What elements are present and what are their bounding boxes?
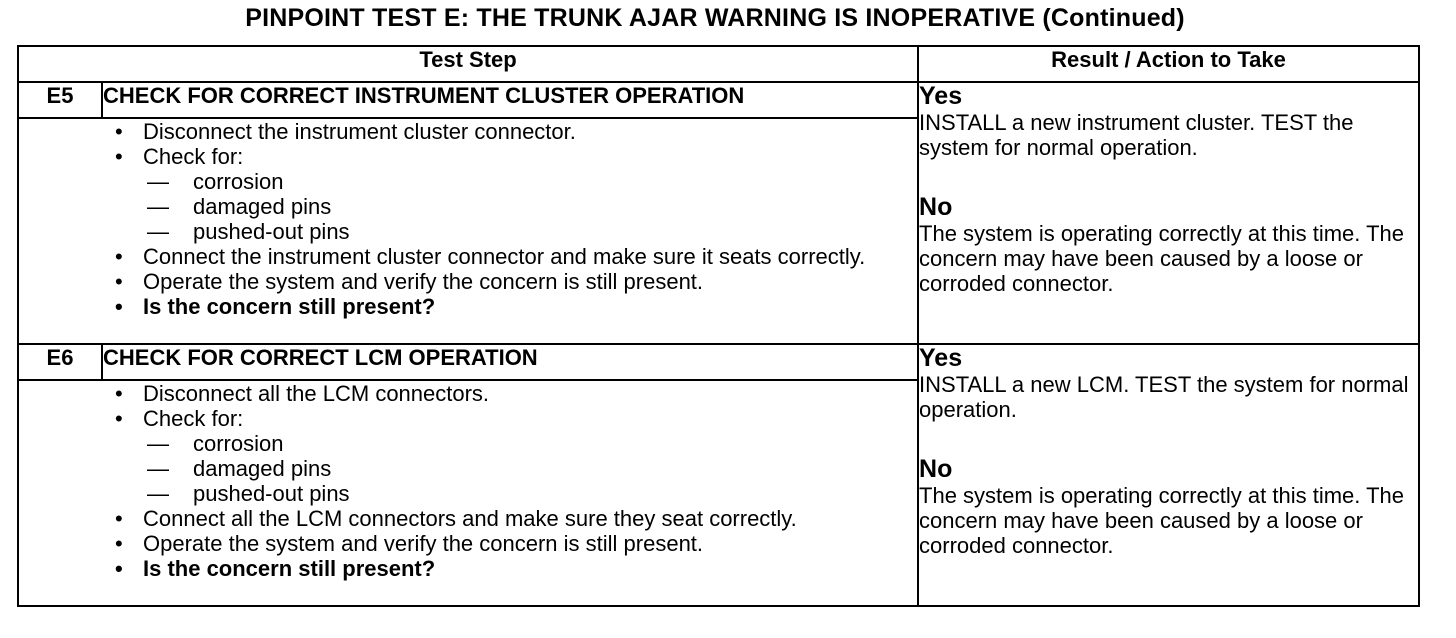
no-action: The system is operating correctly at this time. The concern may have been caused by a loose or corroded connector. [919,483,1405,558]
list-item: • Disconnect the instrument cluster connector. [115,119,576,144]
dash-icon: — [147,456,169,481]
dash-icon: — [147,169,169,194]
bullet-icon: • [115,531,123,556]
bullet-icon: • [115,556,123,581]
list-subitem: — damaged pins [147,194,332,219]
yes-action: INSTALL a new instrument cluster. TEST the system for normal operation. [919,110,1354,160]
step-title: CHECK FOR CORRECT LCM OPERATION [102,344,918,380]
result-yes [919,345,1418,422]
bullet-icon: • [115,406,123,431]
step-body [18,118,918,344]
result-cell [918,344,1419,606]
dash-icon: — [147,481,169,506]
page-title: PINPOINT TEST E: THE TRUNK AJAR WARNING IS INOPERATIVE (Continued) [245,4,1185,32]
result-no [919,456,1418,558]
list-subitem: — pushed-out pins [147,219,350,244]
dash-icon: — [147,219,169,244]
list-item: • Connect the instrument cluster connector and make sure it seats correctly. [115,244,866,269]
header-result-action: Result / Action to Take [918,46,1419,82]
list-item: • Check for: [115,144,244,169]
list-subitem: — corrosion [147,431,284,456]
list-item: • Operate the system and verify the concern is still present. [115,269,704,294]
step-title: CHECK FOR CORRECT INSTRUMENT CLUSTER OPERATION [102,82,918,118]
list-item: • Operate the system and verify the concern is still present. [115,531,704,556]
yes-label: Yes [919,82,963,110]
bullet-icon: • [115,506,123,531]
result-yes [919,83,1418,160]
no-action: The system is operating correctly at this time. The concern may have been caused by a loose or corroded connector. [919,221,1405,296]
bullet-icon: • [115,294,123,319]
yes-action: INSTALL a new LCM. TEST the system for normal operation. [919,372,1409,422]
dash-icon: — [147,194,169,219]
bullet-icon: • [115,119,123,144]
header-test-step: Test Step [18,46,918,82]
bullet-icon: • [115,244,123,269]
step-title-row [18,344,1419,380]
step-items [19,381,917,581]
no-label: No [919,455,953,483]
list-item: • Connect all the LCM connectors and make sure they seat correctly. [115,506,797,531]
bullet-icon: • [115,144,123,169]
list-item: • Disconnect all the LCM connectors. [115,381,490,406]
table-header-row [18,46,1419,82]
step-title-row [18,82,1419,118]
yes-label: Yes [919,344,963,372]
bullet-icon: • [115,269,123,294]
step-id: E6 [18,344,102,380]
pinpoint-test-table [17,45,1420,607]
list-subitem: — corrosion [147,169,284,194]
step-question: • Is the concern still present? [115,294,436,319]
bullet-icon: • [115,381,123,406]
list-item: • Check for: [115,406,244,431]
step-id: E5 [18,82,102,118]
no-label: No [919,193,953,221]
step-body [18,380,918,606]
result-no [919,194,1418,296]
step-question: • Is the concern still present? [115,556,436,581]
step-items [19,119,917,319]
list-subitem: — damaged pins [147,456,332,481]
dash-icon: — [147,431,169,456]
result-cell [918,82,1419,344]
list-subitem: — pushed-out pins [147,481,350,506]
